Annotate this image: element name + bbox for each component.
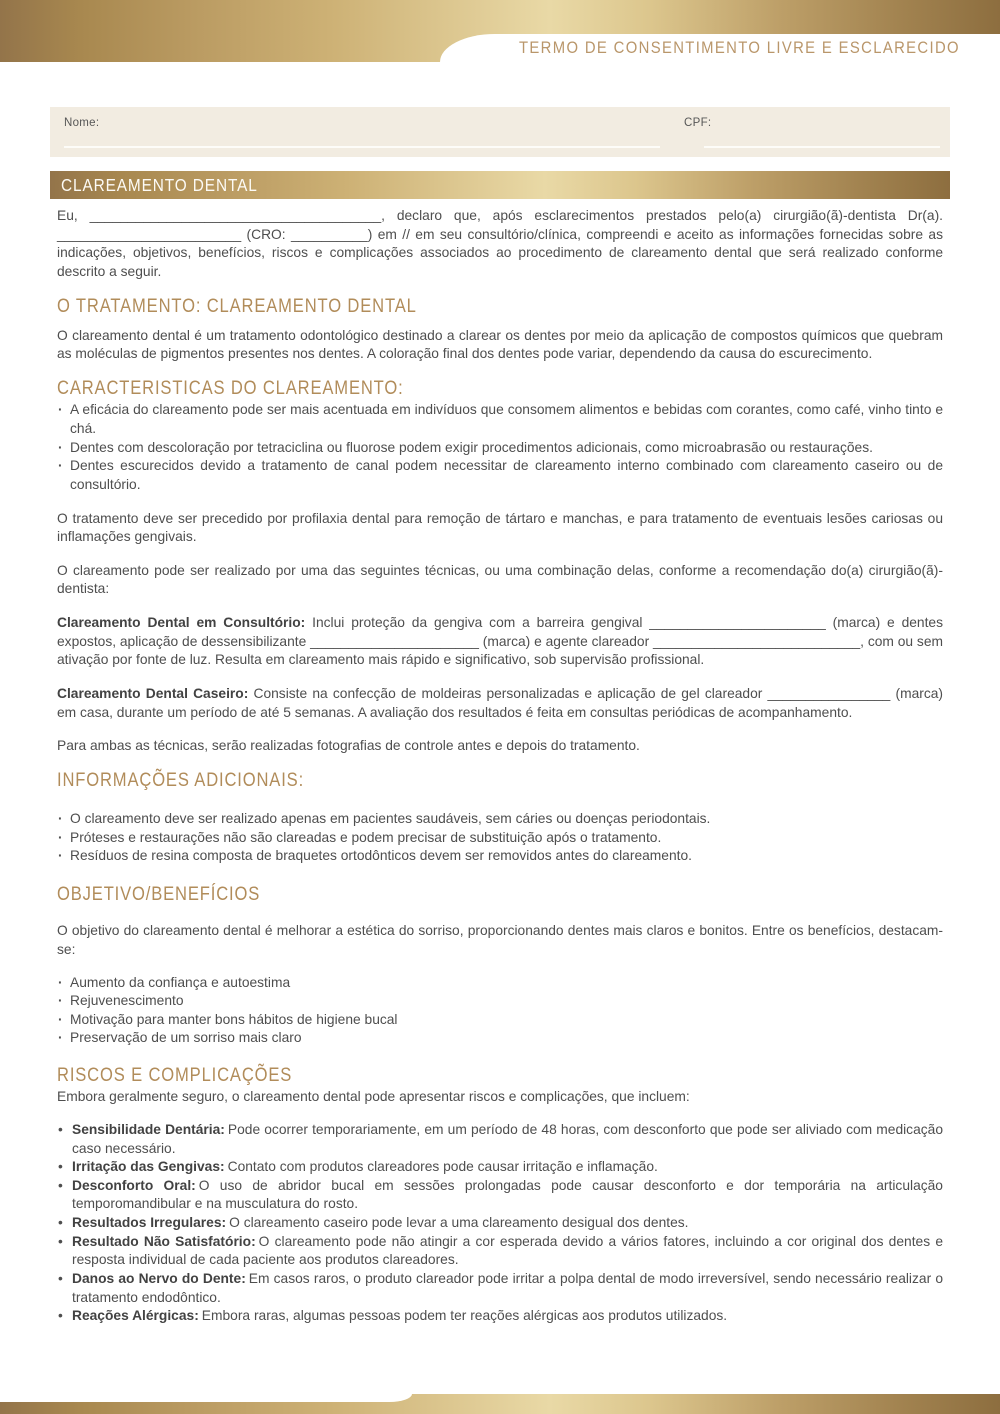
- risk-text: Pode ocorrer temporariamente, em um período de 48 horas, com desconforto que pode ser aliviado com medicação caso necessário.: [72, 1121, 944, 1156]
- home-technique-paragraph: [57, 685, 943, 722]
- office-technique-text: Inclui proteção da gengiva com a barreira gengival _______________________ (marca) e dentes expostos, aplicação de dessensibilizante ______________________ (marca) e agente clareador ___________________________, com ou sem ativação por fonte de luz. Resulta em clareamento mais rápido e significativo, sob supervisão profissional.: [57, 615, 943, 668]
- risk-label: Resultado Não Satisfatório:: [72, 1233, 256, 1249]
- document-body: [0, 207, 1000, 1326]
- risk-text: O clareamento caseiro pode levar a uma clareamento desigual dos dentes.: [229, 1215, 689, 1231]
- list-item: [57, 1233, 943, 1270]
- risk-label: Irritação das Gengivas:: [72, 1159, 225, 1175]
- list-item: · Motivação para manter bons hábitos de higiene bucal: [57, 1011, 943, 1030]
- heading-treatment: O TRATAMENTO: CLAREAMENTO DENTAL: [57, 294, 417, 317]
- characteristics-list: [57, 401, 943, 494]
- techniques-intro-paragraph: O clareamento pode ser realizado por uma das seguintes técnicas, ou uma combinação delas, conforme a recomendação do(a) cirurgião(ã)-dentista:: [57, 562, 943, 597]
- list-item: · Preservação de um sorriso mais claro: [57, 1029, 943, 1048]
- list-item: · Rejuvenescimento: [57, 992, 943, 1011]
- list-item: [57, 1214, 943, 1233]
- list-item: · Próteses e restaurações não são clareadas e podem precisar de substituição após o tratamento.: [57, 829, 943, 848]
- risk-text: O clareamento pode não atingir a cor esperada devido a vários fatores, incluindo a cor original dos dentes e resposta individual de cada paciente aos produtos clareadores.: [72, 1233, 943, 1268]
- list-item: · Dentes escurecidos devido a tratamento de canal podem necessitar de clareamento interno combinado com clareamento caseiro ou de consultório.: [57, 457, 943, 494]
- risk-text: Contato com produtos clareadores pode causar irritação e inflamação.: [227, 1159, 658, 1175]
- footer-notch: [0, 1394, 412, 1402]
- section-banner-label: CLAREAMENTO DENTAL: [61, 175, 258, 195]
- risks-list: [57, 1121, 943, 1326]
- header-title-area: [440, 34, 1000, 62]
- benefits-list: [57, 974, 943, 1049]
- risk-label: Sensibilidade Dentária:: [72, 1121, 225, 1137]
- office-technique-paragraph: [57, 614, 943, 670]
- risks-intro-paragraph: Embora geralmente seguro, o clareamento dental pode apresentar riscos e complicações, que incluem:: [57, 1089, 690, 1105]
- header-gold-band: [0, 0, 1000, 62]
- section-banner: [50, 171, 950, 199]
- page-title: TERMO DE CONSENTIMENTO LIVRE E ESCLARECIDO: [519, 38, 960, 57]
- footer-gold-band: [0, 1394, 1000, 1414]
- prophylaxis-paragraph: O tratamento deve ser precedido por profilaxia dental para remoção de tártaro e manchas, e para tratamento de eventuais lesões cariosas ou inflamações gengivais.: [57, 510, 943, 545]
- home-technique-text: Consiste na confecção de moldeiras personalizadas e aplicação de gel clareador ________________ (marca) em casa, durante um período de até 5 semanas. A avaliação dos resultados é feita em consultas periódicas de acompanhamento.: [57, 685, 944, 720]
- heading-objective: OBJETIVO/BENEFÍCIOS: [57, 882, 261, 905]
- name-input-line[interactable]: [64, 146, 660, 148]
- name-label: Nome:: [64, 117, 100, 129]
- additional-info-list: [57, 810, 943, 866]
- patient-fields-box: [50, 107, 950, 157]
- list-item: · Dentes com descoloração por tetraciclina ou fluorose podem exigir procedimentos adicionais, como microabrasão ou restaurações.: [57, 439, 943, 458]
- list-item: · Aumento da confiança e autoestima: [57, 974, 943, 993]
- heading-risks: RISCOS E COMPLICAÇÕES: [57, 1064, 293, 1086]
- risk-label: Resultados Irregulares:: [72, 1215, 227, 1231]
- risk-label: Desconforto Oral:: [72, 1177, 196, 1193]
- list-item: [57, 1307, 943, 1326]
- risk-label: Danos ao Nervo do Dente:: [72, 1270, 246, 1286]
- risk-text: Embora raras, algumas pessoas podem ter reações alérgicas aos produtos utilizados.: [201, 1308, 728, 1324]
- risk-label: Reações Alérgicas:: [72, 1308, 199, 1324]
- objective-paragraph: O objetivo do clareamento dental é melhorar a estética do sorriso, proporcionando dentes mais claros e bonitos. Entre os benefícios, destacam-se:: [57, 923, 943, 957]
- list-item: [57, 1121, 943, 1158]
- list-item: · A eficácia do clareamento pode ser mais acentuada em indivíduos que consomem alimentos e bebidas com corantes, como café, vinho tinto e chá.: [57, 401, 943, 438]
- list-item: [57, 1158, 943, 1177]
- risk-text: O uso de abridor bucal em sessões prolongadas pode causar desconforto e dor temporária na articulação temporomandibular e na musculatura do rosto.: [72, 1177, 943, 1212]
- heading-additional-info: INFORMAÇÕES ADICIONAIS:: [57, 768, 305, 791]
- risk-text: Em casos raros, o produto clareador pode irritar a polpa dental de modo irreversível, sendo necessário realizar o tratamento endodôntico.: [72, 1270, 943, 1305]
- office-technique-label: Clareamento Dental em Consultório:: [57, 615, 306, 630]
- photos-paragraph: Para ambas as técnicas, serão realizadas fotografias de controle antes e depois do tratamento.: [57, 738, 640, 754]
- cpf-label: CPF:: [684, 117, 712, 129]
- intro-paragraph: Eu, ______________________________________, declaro que, após esclarecimentos prestados pelo(a) cirurgião(ã)-dentista Dr(a). ________________________ (CRO: __________) em // em seu consultório/clínica, compreendi e aceito as informações fornecidas sobre as indicações, objetivos, benefícios, riscos e complicações associados ao procedimento de clareamento dental que será realizado conforme descrito a seguir.: [57, 208, 943, 279]
- list-item: · O clareamento deve ser realizado apenas em pacientes saudáveis, sem cáries ou doenças periodontais.: [57, 810, 943, 829]
- cpf-input-line[interactable]: [704, 146, 940, 148]
- heading-characteristics: CARACTERISTICAS DO CLAREAMENTO:: [57, 377, 404, 400]
- home-technique-label: Clareamento Dental Caseiro:: [57, 685, 249, 701]
- list-item: [57, 1177, 943, 1214]
- list-item: [57, 1270, 943, 1307]
- list-item: · Resíduos de resina composta de braquetes ortodônticos devem ser removidos antes do clareamento.: [57, 847, 943, 866]
- treatment-paragraph: O clareamento dental é um tratamento odontológico destinado a clarear os dentes por meio da aplicação de compostos químicos que quebram as moléculas de pigmentos presentes nos dentes. A coloração final dos dentes pode variar, dependendo da causa do escurecimento.: [57, 327, 943, 362]
